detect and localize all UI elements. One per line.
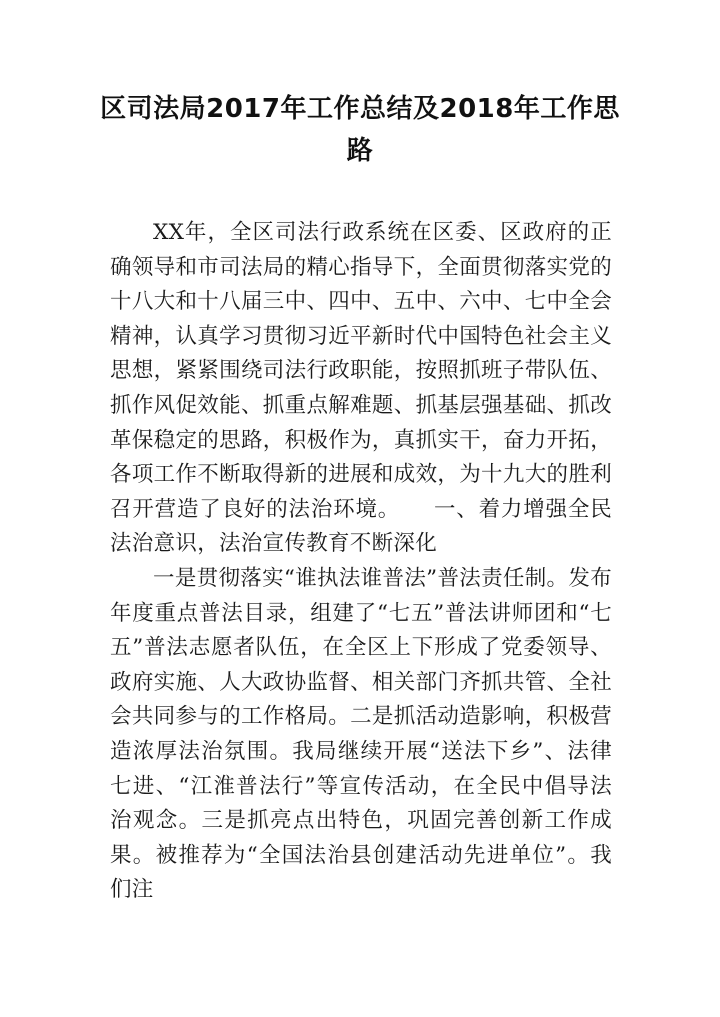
document-title: 区司法局2017年工作总结及2018年工作思路: [100, 94, 620, 166]
paragraph-legal-education: 一是贯彻落实“谁执法谁普法”普法责任制。发布年度重点普法目录，组建了“七五”普法讲师团和“七五”普法志愿者队伍，在全区上下形成了党委领导、政府实施、人大政协监督、相关部门齐抓共管、全社会共同参与的工作格局。二是抓活动造影响，积极营造浓厚法治氛围。我局继续开展“送法下乡”、法律七进、“江淮普法行”等宣传活动，在全民中倡导法治观念。三是抓亮点出特色，巩固完善创新工作成果。被推荐为“全国法治县创建活动先进单位”。我们注: [110, 565, 612, 903]
paragraph-intro: XX年，全区司法行政系统在区委、区政府的正确领导和市司法局的精心指导下，全面贯彻落实党的十八大和十八届三中、四中、五中、六中、七中全会精神，认真学习贯彻习近平新时代中国特色社会主义思想，紧紧围绕司法行政职能，按照抓班子带队伍、抓作风促效能、抓重点解难题、抓基层强基础、抓改革保稳定的思路，积极作为，真抓实干，奋力开拓，各项工作不断取得新的进展和成效，为十九大的胜利召开营造了良好的法治环境。 一、着力增强全民法治意识，法治宣传教育不断深化: [110, 220, 612, 557]
document-body: [110, 216, 612, 908]
